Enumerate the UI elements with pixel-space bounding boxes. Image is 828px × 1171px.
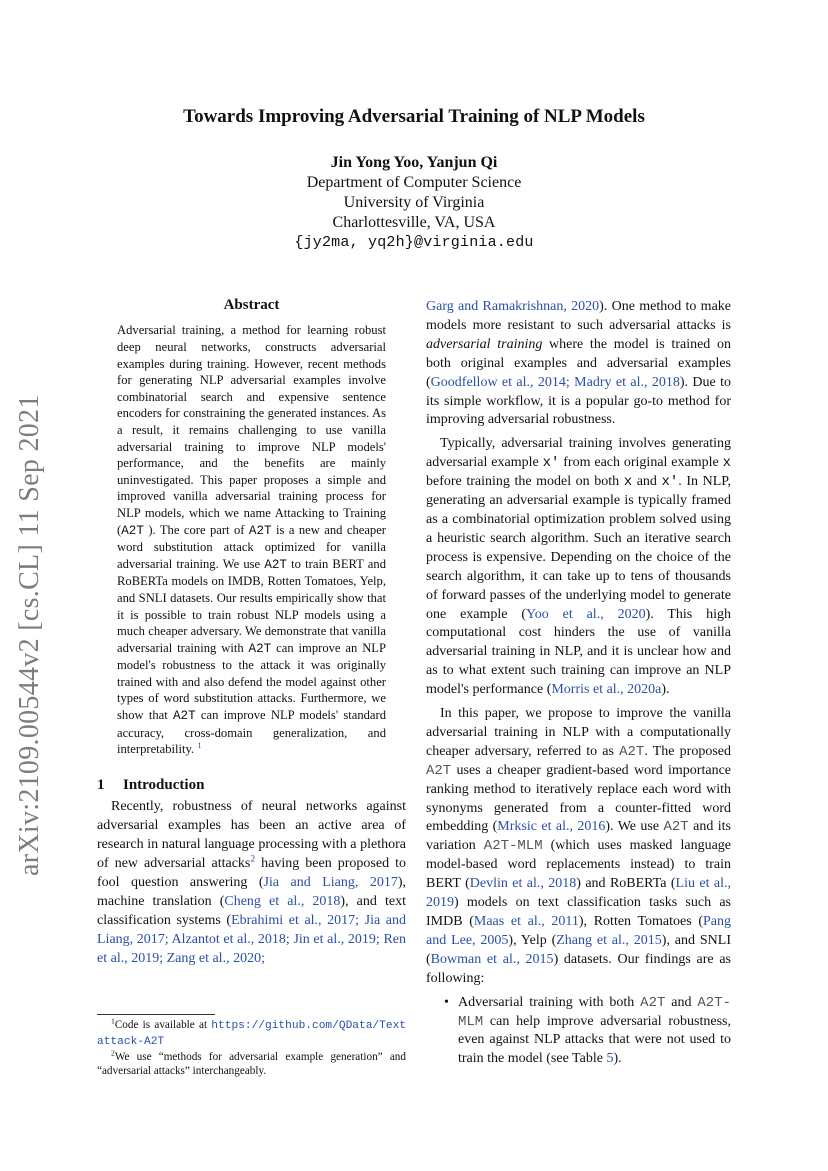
citation-link[interactable]: Bowman et al., 2015 [430, 951, 554, 967]
abstract-text: Adversarial training, a method for learning robust deep neural networks, constructs adversarial examples during training. However, recent methods for generating NLP adversarial examples involve combinatorial search and expensive sentence encoders for constraining the generated instances. As a result, it remains challenging to use vanilla adversarial training to improve NLP models' performance, and the benefits are mainly uninvestigated. This paper proposes a simple and improved vanilla adversarial training process for NLP models, which we name Attacking to Training (A2T ). The core part of A2T is a new and cheaper word substitution attack optimized for vanilla adversarial training. We use A2T to train BERT and RoBERTa models on IMDB, Rotten Tomatoes, Yelp, and SNLI datasets. Our results empirically show that it is possible to train robust NLP models using a much cheaper adversary. We demonstrate that vanilla adversarial training with A2T can improve an NLP model's robustness to the attack it was originally trained with and also defend the model against other types of word substitution attacks. Furthermore, we show that A2T can improve NLP models' standard accuracy, cross-domain generalization, and interpretability. $^1$ [117, 323, 387, 757]
paragraph: Garg and Ramakrishnan, 2020). One method to make models more resistant to such adversarial attacks is adversarial training where the model is trained on both original examples and adversarial examples (Goodfellow et al., 2014; Madry et al., 2018). Due to its simple workflow, it is a popular go-to method for improving adversarial robustness. [426, 299, 731, 428]
a2t-term: A2T [264, 557, 287, 572]
citation-link[interactable]: Jia and Liang, 2017 [263, 874, 398, 890]
citation-link[interactable]: Goodfellow et al., 2014; Madry et al., 2018 [430, 374, 680, 390]
citation-link[interactable]: Cheng et al., 2018 [224, 893, 341, 909]
author-names: Jin Yong Yoo, Yanjun Qi [330, 154, 498, 171]
a2t-term: A2T [121, 523, 144, 538]
author-department: Department of Computer Science [306, 174, 522, 191]
author-email[interactable]: {jy2ma, yq2h}@virginia.edu [294, 234, 534, 251]
intro-paragraph: Recently, robustness of neural networks against adversarial examples has been an active area of research in natural language processing with a plethora of new adversarial attacks$^2$ having been proposed to fool question answering (Jia and Liang, 2017), machine translation (Cheng et al., 2018), and text classification systems (Ebrahimi et al., 2017; Jia and Liang, 2017; Alzantot et al., 2018; Jin et al., 2019; Ren et al., 2019; Zang et al., 2020; [97, 799, 406, 966]
paper-title: Towards Improving Adversarial Training of NLP Models [183, 106, 645, 127]
section-number: 1 [97, 776, 105, 793]
a2t-mlm-term: A2T-MLM [458, 994, 731, 1030]
a2t-term: A2T [640, 994, 666, 1011]
abstract-heading: Abstract [223, 297, 280, 313]
authors-block [0, 153, 828, 253]
footnote-2: $^2$We use “methods for adversarial example generation” and “adversarial attacks” interchangeably. [97, 1047, 406, 1078]
right-column [426, 298, 731, 1069]
a2t-term: A2T [619, 743, 645, 760]
footnote-divider [97, 1014, 215, 1015]
section-title: Introduction [123, 776, 205, 793]
a2t-term: A2T [248, 523, 272, 538]
paragraph: In this paper, we propose to improve the vanilla adversarial training in NLP with a computationally cheaper adversary, referred to as A2T. The proposed A2T uses a cheaper gradient-based word importance ranking method to iteratively replace each word with synonyms generated from a counter-fitted word embedding (Mrksic et al., 2016). We use A2T and its variation A2T-MLM (which uses masked language model-based word replacements instead) to train BERT (Devlin et al., 2018) and RoBERTa (Liu et al., 2019) models on text classification tasks such as IMDB (Maas et al., 2011), Rotten Tomatoes (Pang and Lee, 2005), Yelp (Zhang et al., 2015), and SNLI (Bowman et al., 2015) datasets. Our findings are as following: [426, 706, 731, 986]
a2t-term: A2T [663, 819, 689, 836]
citation-link[interactable]: Ebrahimi et al., 2017; Jia and Liang, 2017; Alzantot et al., 2018; Jin et al., 2019; Ren et al., 2019; Zang et al., 2020; [97, 912, 406, 966]
code-url-link[interactable]: https://github.com/QData/Textattack-A2T [97, 1020, 406, 1048]
citation-link[interactable]: Morris et al., 2020a [551, 682, 662, 698]
footnote-link-2[interactable]: 2 [250, 854, 256, 865]
citation-link[interactable]: Maas et al., 2011 [473, 914, 579, 929]
citation-link[interactable]: Yoo et al., 2020 [526, 606, 646, 622]
arxiv-stamp: arXiv:2109.00544v2 [cs.CL] 11 Sep 2021 [14, 394, 45, 876]
findings-list [426, 994, 731, 1070]
section-heading-introduction [97, 776, 406, 794]
a2t-term: A2T [426, 762, 452, 779]
a2t-term: A2T [248, 641, 272, 656]
citation-link[interactable]: Liu et al., 2019 [426, 876, 731, 911]
citation-link[interactable]: Mrksic et al., 2016 [497, 819, 606, 835]
footnotes [97, 1014, 406, 1079]
citation-link[interactable]: Pang and Lee, 2005 [426, 914, 731, 948]
a2t-mlm-term: A2T-MLM [483, 838, 543, 855]
citation-link[interactable]: Zhang et al., 2015 [556, 932, 662, 948]
citation-link[interactable]: Garg and Ramakrishnan, 2020 [426, 299, 600, 314]
a2t-term: A2T [172, 709, 196, 724]
footnote-link-1[interactable]: 1 [197, 740, 202, 751]
table-ref-link[interactable]: 5 [606, 1051, 614, 1067]
author-university: University of Virginia [343, 194, 485, 211]
list-item: • Adversarial training with both A2T and A2T-MLM can help improve adversarial robustness, even against NLP attacks that were not used to train the model (see Table 5). [458, 994, 731, 1070]
paragraph: Typically, adversarial training involves generating adversarial example x′ from each original example x before training the model on both x and x′. In NLP, generating an adversarial example is typically framed as a combinatorial optimization problem solved using a heuristic search algorithm. Such an iterative search process is expensive. Depending on the choice of the search algorithm, it can take up to tens of thousands of forward passes of the underlying model to generate one example (Yoo et al., 2020). This high computational cost hinders the use of vanilla adversarial training in NLP, and it is unclear how and as to what extent such training can improve an NLP model's performance (Morris et al., 2020a). [426, 436, 732, 698]
author-location: Charlottesville, VA, USA [332, 214, 496, 231]
footnote-1: $^1$Code is available at https://github.com/QData/Textattack-A2T [97, 1016, 406, 1048]
left-column [97, 296, 406, 968]
citation-link[interactable]: Devlin et al., 2018 [469, 876, 577, 892]
